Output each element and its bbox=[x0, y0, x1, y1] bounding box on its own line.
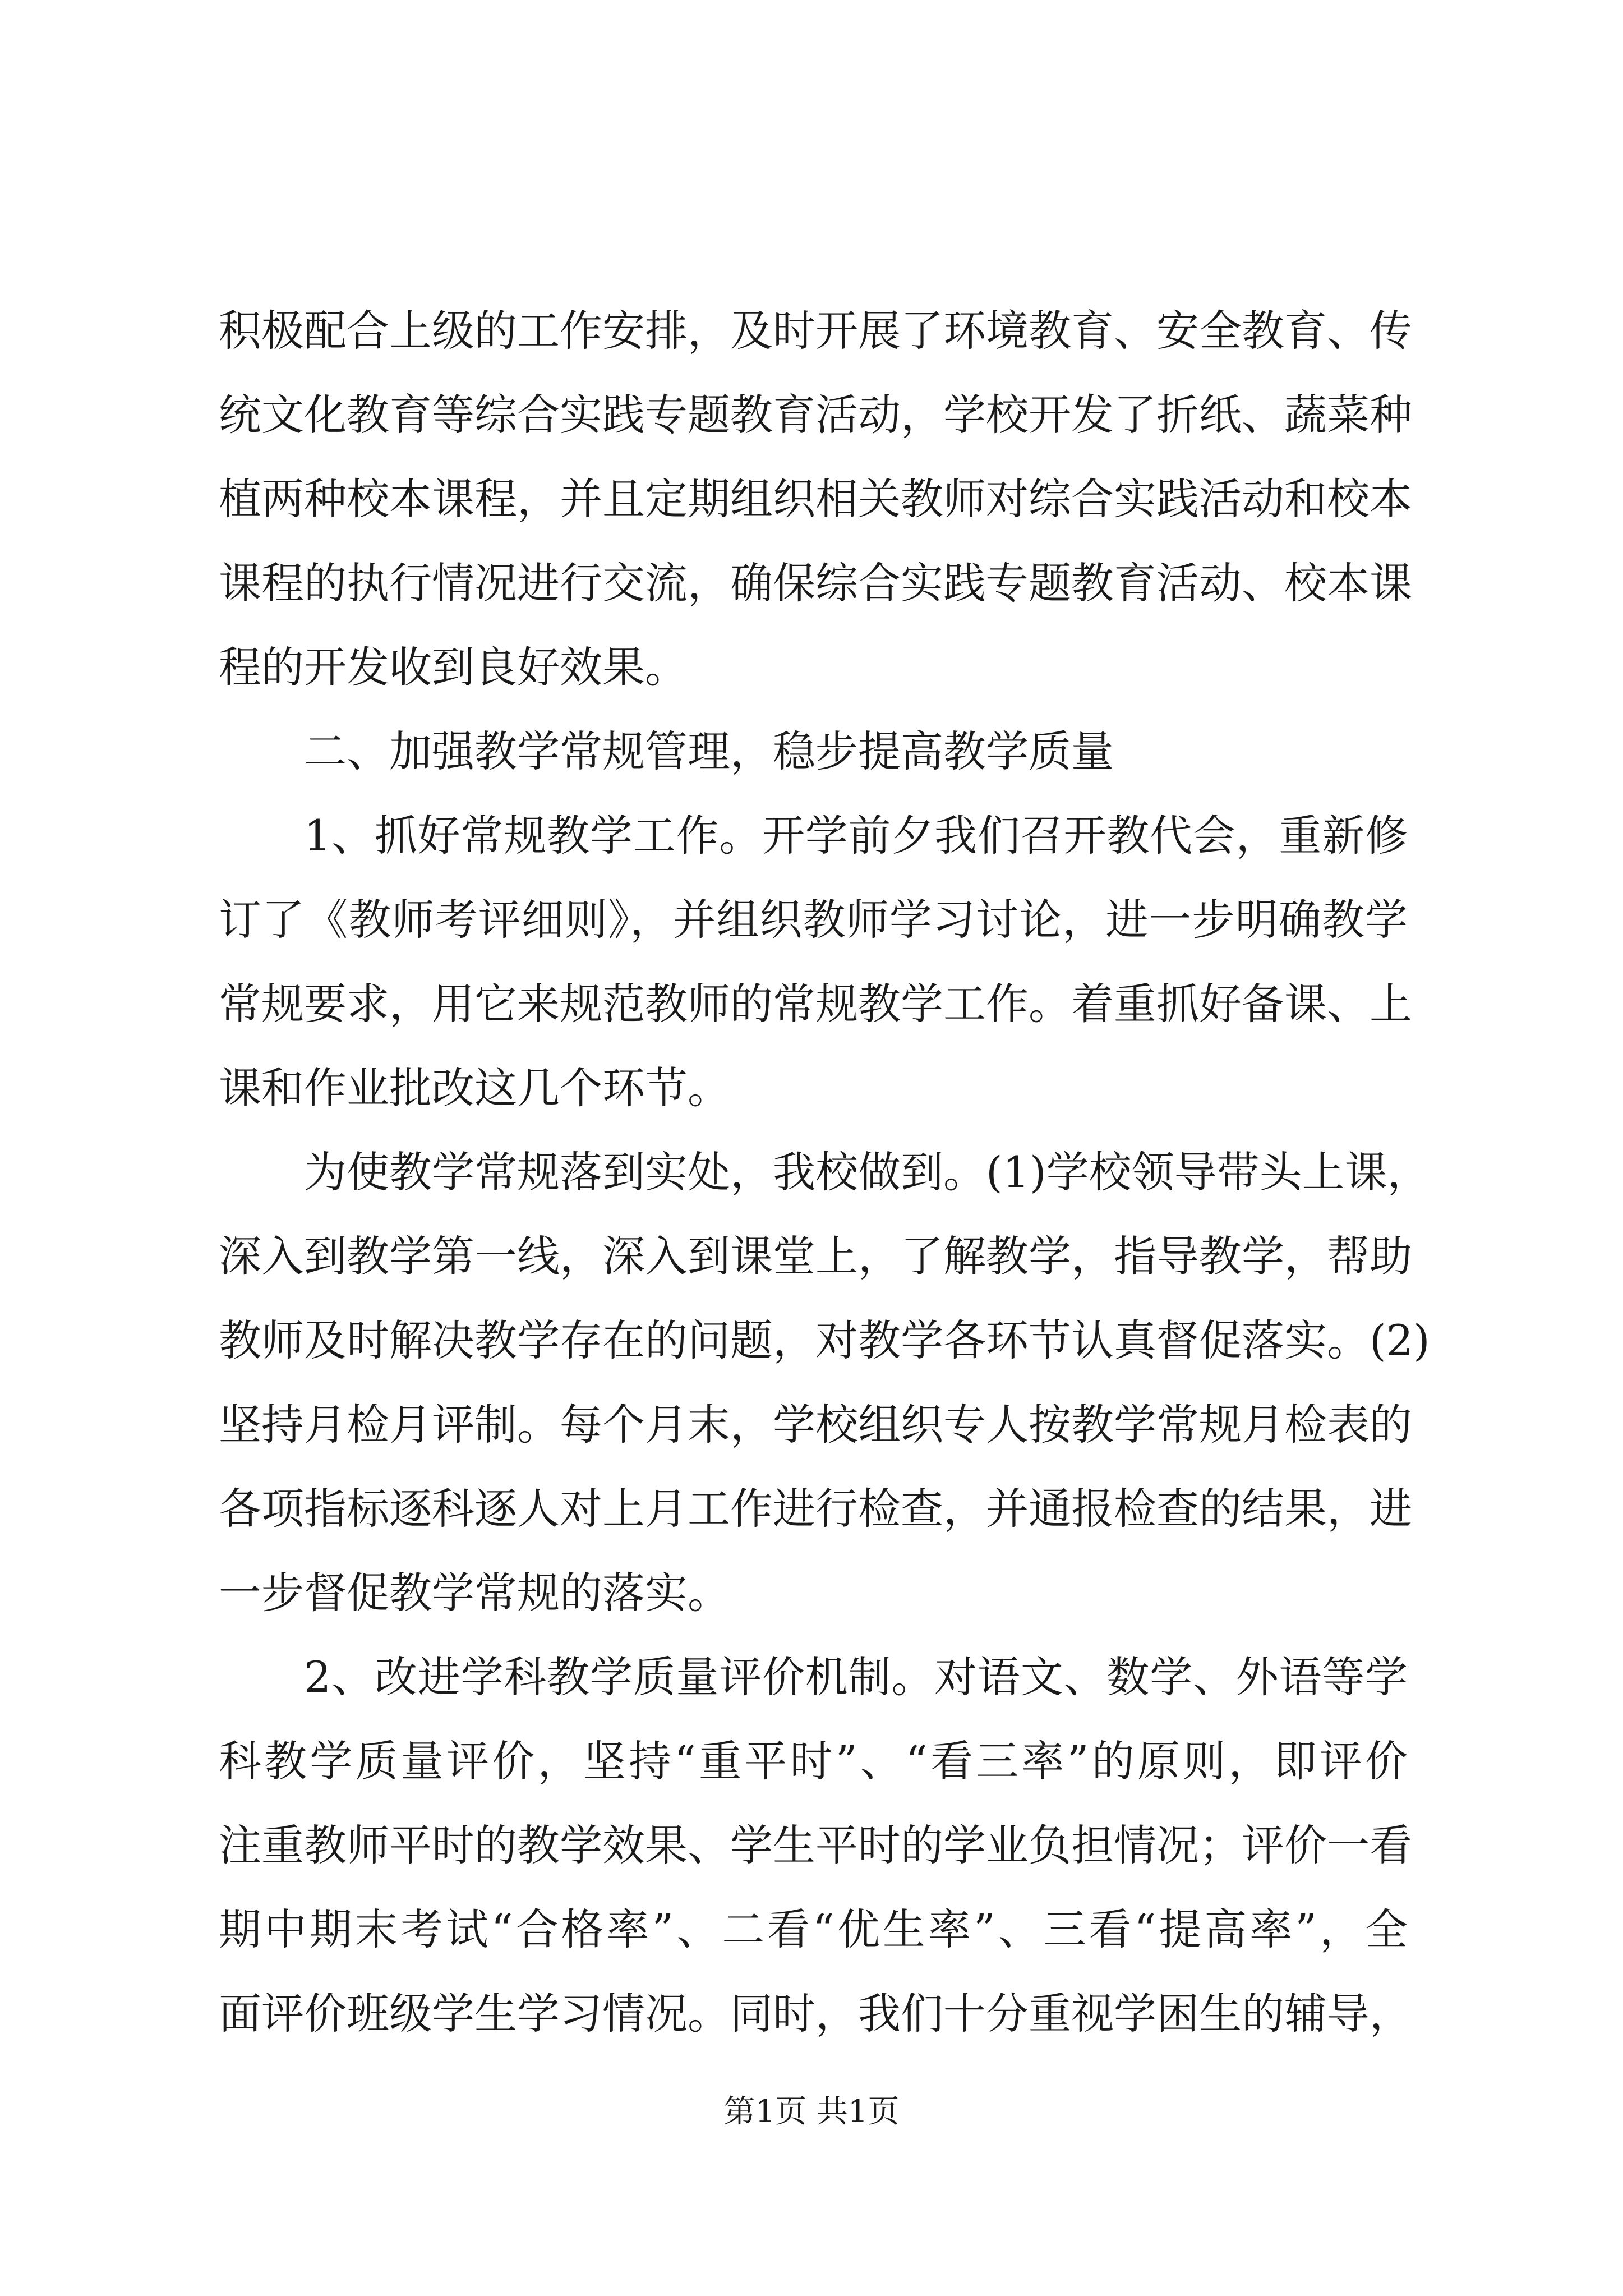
text-line: 坚持月检月评制。每个月末，学校组织专人按教学常规月检表的 bbox=[219, 1400, 1412, 1450]
text-line: 订了《教师考评细则》，并组织教师学习讨论，进一步明确教学 bbox=[219, 895, 1408, 945]
text-line: 科教学质量评价，坚持“重平时”、“看三率”的原则，即评价 bbox=[219, 1736, 1408, 1786]
page-footer: 第1页 共1页 bbox=[723, 2093, 900, 2130]
text-line: 植两种校本课程，并且定期组织相关教师对综合实践活动和校本 bbox=[219, 474, 1412, 524]
text-line: 积极配合上级的工作安排，及时开展了环境教育、安全教育、传 bbox=[219, 306, 1412, 356]
text-line: 程的开发收到良好效果。 bbox=[219, 642, 688, 692]
text-line: 各项指标逐科逐人对上月工作进行检查，并通报检查的结果，进 bbox=[219, 1484, 1412, 1534]
document-body bbox=[219, 289, 1430, 2056]
text-line: 常规要求，用它来规范教师的常规教学工作。着重抓好备课、上 bbox=[219, 979, 1412, 1029]
text-line: 期中期末考试“合格率”、二看“优生率”、三看“提高率”，全 bbox=[219, 1904, 1408, 1954]
text-line: 深入到教学第一线，深入到课堂上，了解教学，指导教学，帮助 bbox=[219, 1231, 1412, 1281]
text-line: 1、抓好常规教学工作。开学前夕我们召开教代会，重新修 bbox=[304, 811, 1408, 861]
text-line: 统文化教育等综合实践专题教育活动，学校开发了折纸、蔬菜种 bbox=[219, 390, 1412, 440]
text-line: 课程的执行情况进行交流，确保综合实践专题教育活动、校本课 bbox=[219, 558, 1412, 608]
text-line: 注重教师平时的教学效果、学生平时的学业负担情况；评价一看 bbox=[219, 1820, 1412, 1870]
text-line: 课和作业批改这几个环节。 bbox=[219, 1063, 730, 1113]
text-line: 2、改进学科教学质量评价机制。对语文、数学、外语等学 bbox=[304, 1652, 1408, 1702]
text-line: 为使教学常规落到实处，我校做到。(1)学校领导带头上课， bbox=[304, 1147, 1430, 1197]
text-line: 二、加强教学常规管理，稳步提高教学质量 bbox=[304, 726, 1114, 776]
text-line: 教师及时解决教学存在的问题，对教学各环节认真督促落实。(2) bbox=[219, 1315, 1430, 1365]
text-line: 面评价班级学生学习情况。同时，我们十分重视学困生的辅导， bbox=[219, 1989, 1412, 2039]
text-line: 一步督促教学常规的落实。 bbox=[219, 1568, 730, 1618]
